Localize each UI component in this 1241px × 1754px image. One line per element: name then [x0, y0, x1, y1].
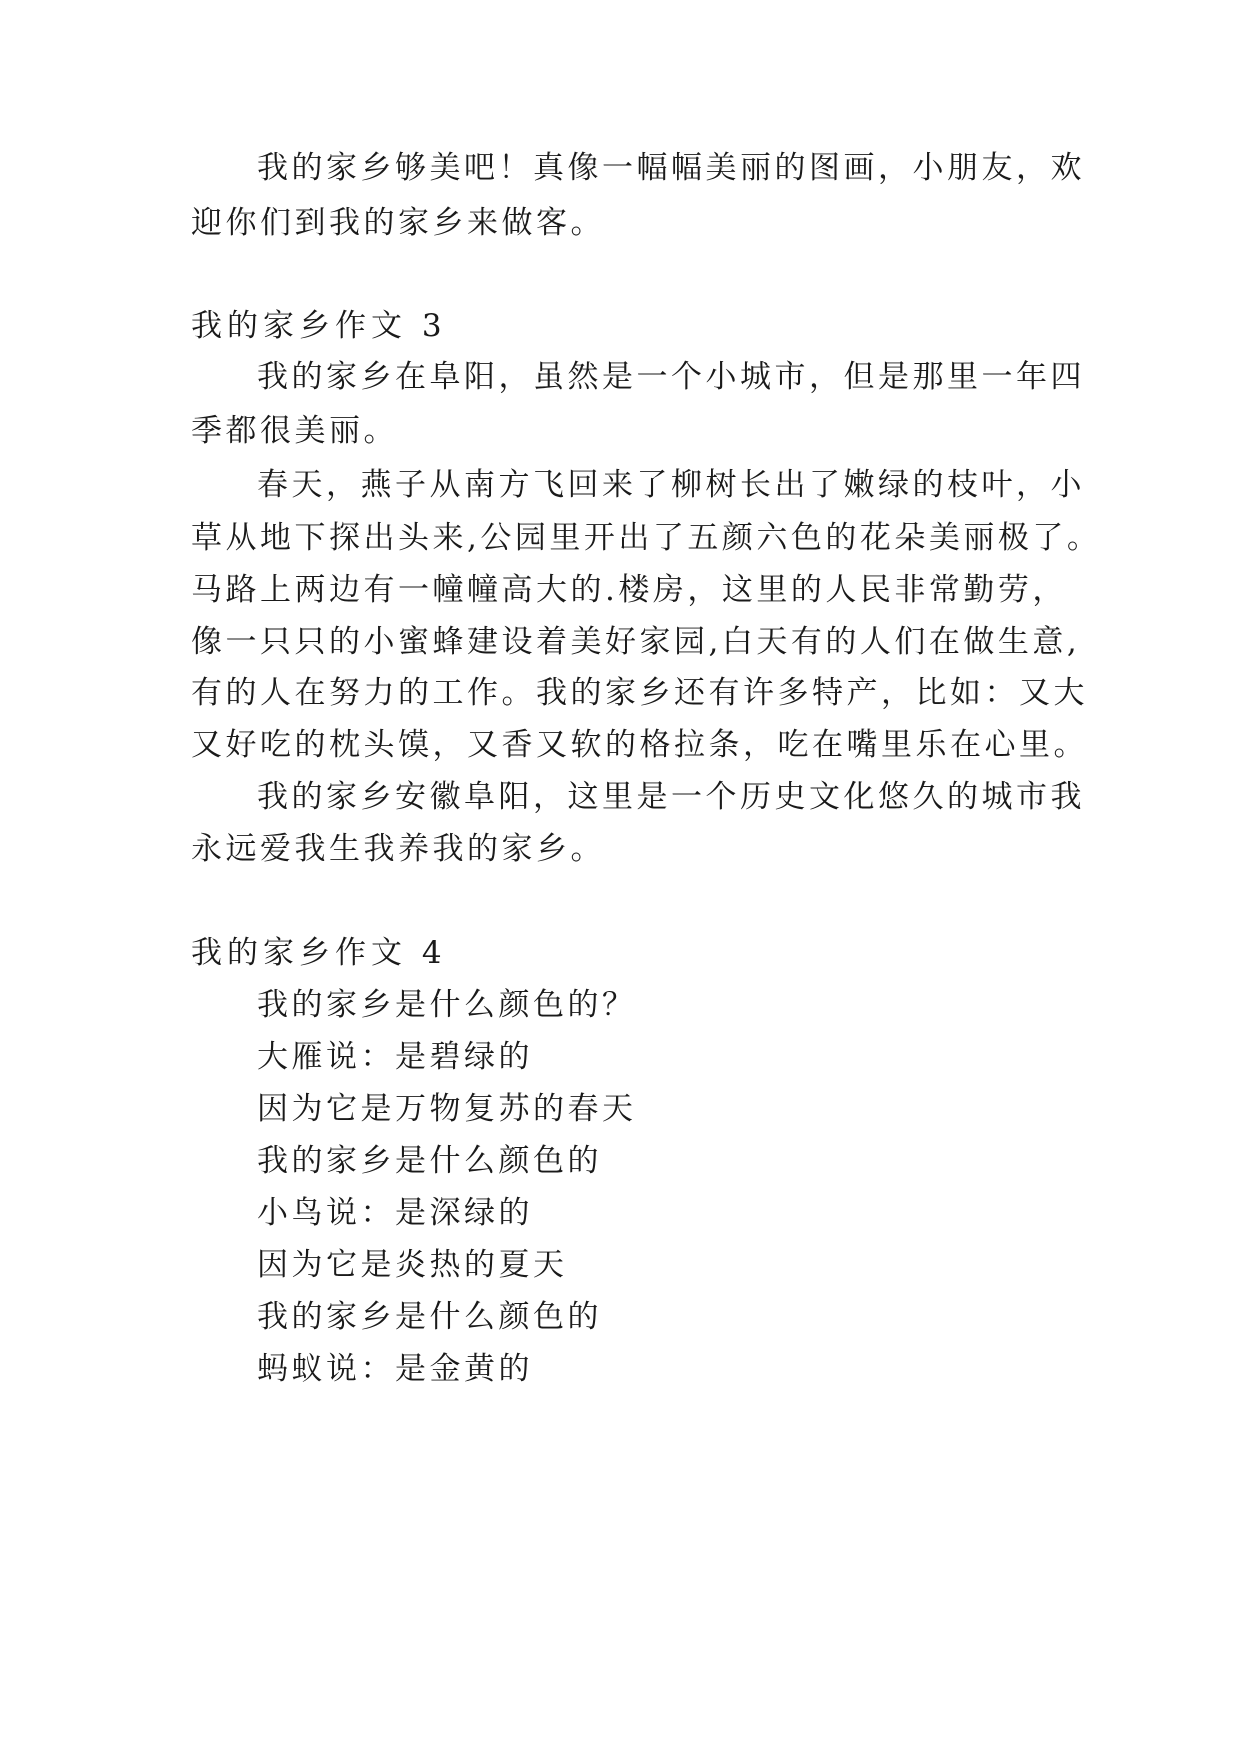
paragraph-line: 季都很美丽。 [191, 413, 398, 449]
paragraph-line: 有的人在努力的工作。我的家乡还有许多特产，比如：又大 [191, 675, 1088, 711]
essay-4-title: 我的家乡作文 4 [191, 935, 447, 971]
paragraph-line: 像一只只的小蜜蜂建设着美好家园,白天有的人们在做生意, [191, 624, 1081, 660]
poem-line: 因为它是炎热的夏天 [257, 1247, 568, 1283]
paragraph-line: 永远爱我生我养我的家乡。 [191, 831, 605, 867]
poem-line: 蚂蚁说：是金黄的 [257, 1351, 533, 1387]
paragraph-line: 我的家乡安徽阜阳，这里是一个历史文化悠久的城市我 [257, 779, 1085, 815]
paragraph-line: 马路上两边有一幢幢高大的.楼房，这里的人民非常勤劳， [191, 572, 1067, 608]
poem-line: 小鸟说：是深绿的 [257, 1195, 533, 1231]
paragraph-line: 我的家乡够美吧！真像一幅幅美丽的图画，小朋友，欢 [257, 150, 1085, 186]
paragraph-line: 我的家乡在阜阳，虽然是一个小城市，但是那里一年四 [257, 359, 1085, 395]
paragraph-line: 春天，燕子从南方飞回来了柳树长出了嫩绿的枝叶，小 [257, 467, 1085, 503]
essay-3-title: 我的家乡作文 3 [191, 308, 447, 344]
poem-line: 我的家乡是什么颜色的？ [257, 987, 637, 1023]
paragraph-line: 又好吃的枕头馍，又香又软的格拉条，吃在嘴里乐在心里。 [191, 727, 1088, 763]
paragraph-line: 草从地下探出头来,公园里开出了五颜六色的花朵美丽极了。 [191, 520, 1102, 556]
poem-line: 大雁说：是碧绿的 [257, 1039, 533, 1075]
poem-line: 因为它是万物复苏的春天 [257, 1091, 637, 1127]
poem-line: 我的家乡是什么颜色的 [257, 1143, 602, 1179]
paragraph-line: 迎你们到我的家乡来做客。 [191, 205, 605, 241]
poem-line: 我的家乡是什么颜色的 [257, 1299, 602, 1335]
